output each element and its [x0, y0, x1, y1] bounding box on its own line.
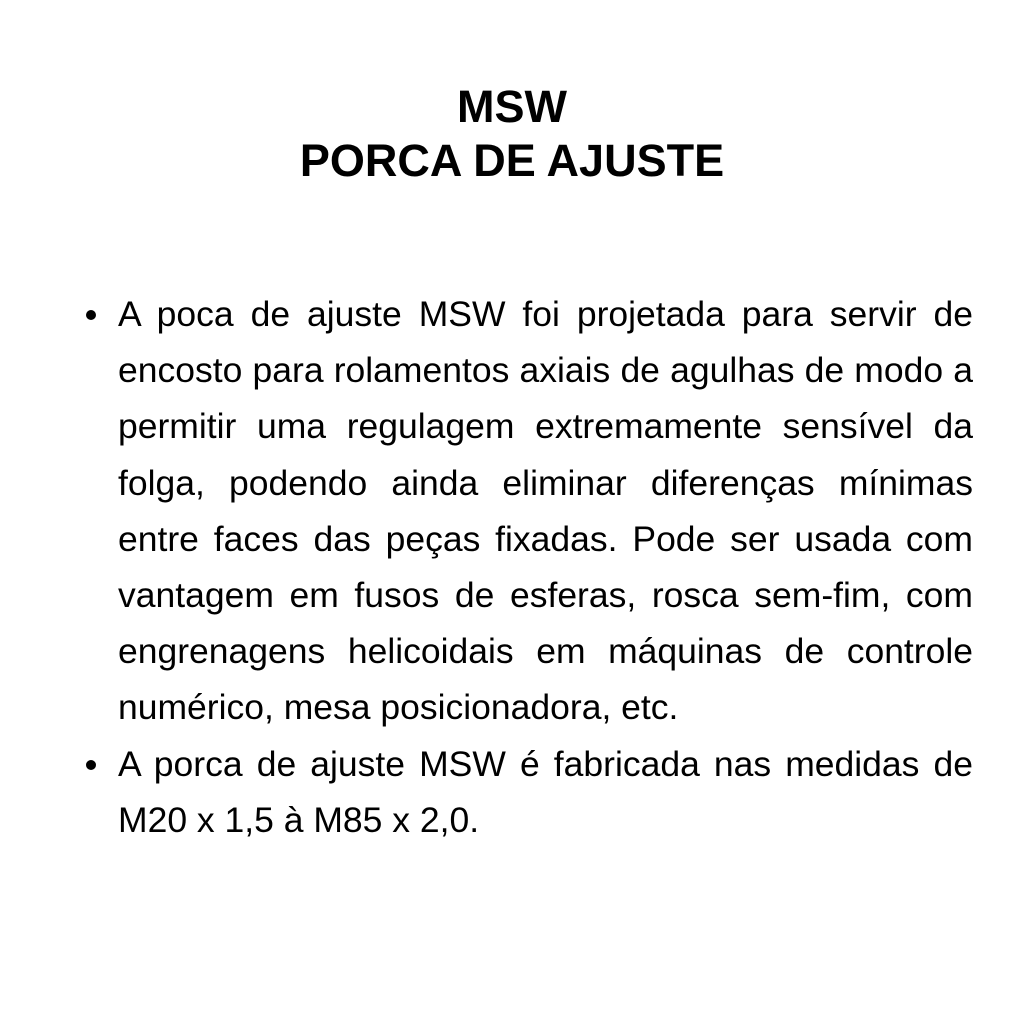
title-line-brand: MSW: [457, 81, 567, 132]
bullet-item-sizes: [118, 736, 973, 848]
bullet-text-sizes: A porca de ajuste MSW é fabricada nas medidas de M20 x 1,5 à M85 x 2,0.: [118, 743, 973, 840]
bullet-dot-icon: [86, 760, 96, 770]
title-line-product: PORCA DE AJUSTE: [299, 135, 725, 186]
bullet-item-description: [118, 286, 973, 736]
bullet-list: [118, 286, 973, 848]
bullet-text-description: A poca de ajuste MSW foi projetada para servir de encosto para rolamentos axiais de agulhas de modo a permitir uma regulagem extremamente sensível da folga, podendo ainda eliminar diferenças mínimas entre faces das peças fixadas. Pode ser usada com vantagem em fusos de esferas, rosca sem-fim, com engrenagens helicoidais em máquinas de controle numérico, mesa posicionadora, etc.: [118, 294, 973, 728]
bullet-dot-icon: [86, 310, 96, 320]
page-title: [0, 80, 1024, 188]
